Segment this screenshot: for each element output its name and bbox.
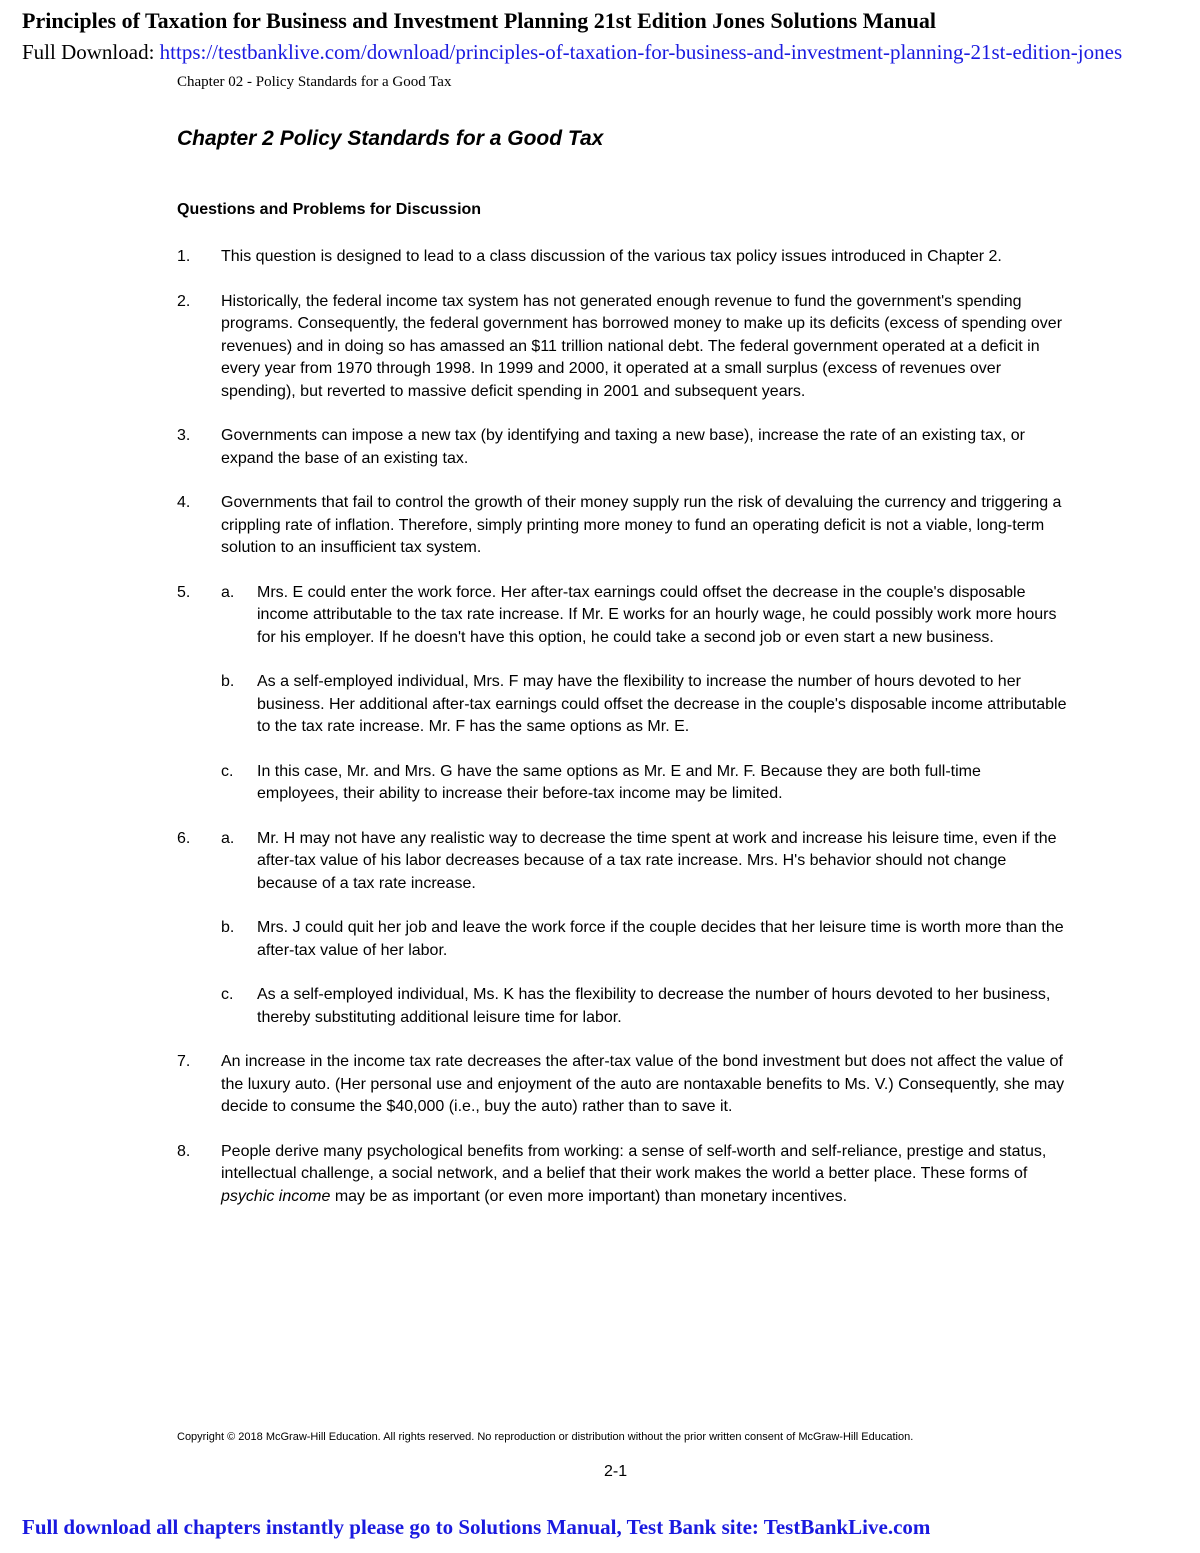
answer-item-8 [177, 1141, 1067, 1209]
answer-item-1 [177, 246, 1067, 269]
answer-text: This question is designed to lead to a class discussion of the various tax policy issues introduced in Chapter 2. [221, 248, 1002, 265]
sub-answer-text: In this case, Mr. and Mrs. G have the same options as Mr. E and Mr. F. Because they are both full-time employees, their ability to increase their before-tax income may be limited. [257, 762, 981, 802]
sub-answer-text: As a self-employed individual, Mrs. F may have the flexibility to increase the number of hours devoted to her business. Her additional after-tax earnings could offset the decrease in the couple's disposable income attributable to the tax rate increase. Mr. F has the same options as Mr. E. [257, 673, 1067, 735]
answer-item-2 [177, 291, 1067, 404]
sub-answer-6a [221, 828, 1067, 896]
answer-item-4 [177, 492, 1067, 560]
sub-answer-letter: b. [221, 673, 235, 690]
footer-copyright: Copyright © 2018 McGraw-Hill Education. All rights reserved. No reproduction or distribution without the prior written consent of McGraw-Hill Education. [177, 1431, 914, 1443]
sub-answer-letter: c. [221, 762, 234, 780]
answer-number: 3. [177, 427, 191, 444]
answer-item-5 [177, 582, 1067, 806]
emphasized-term: psychic income [221, 1187, 331, 1205]
download-label: Full Download: [22, 40, 160, 64]
banner-download-line [22, 40, 1122, 65]
answer-number: 2. [177, 292, 191, 310]
answer-text: Historically, the federal income tax system has not generated enough revenue to fund the government's spending programs. Consequently, the federal government has borrowed money to make up its deficits (excess of spending over revenues) and in doing so has amassed an $11 trillion national debt. The federal government operated at a deficit in every year from 1970 through 1998. In 1999 and 2000, it operated at a small surplus (excess of revenues over spending), but reverted to massive deficit spending in 2001 and subsequent years. [221, 292, 1063, 400]
answer-text: An increase in the income tax rate decreases the after-tax value of the bond investment but does not affect the value of the luxury auto. (Her personal use and enjoyment of the auto are nontaxable benefits to Ms. V.) Consequently, she may decide to consume the $40,000 (i.e., buy the auto) rather than to save it. [221, 1053, 1065, 1115]
sub-answer-letter: a. [221, 829, 235, 847]
page-number: 2-1 [604, 1463, 628, 1480]
answer-item-6 [177, 828, 1067, 1030]
answer-text: Governments can impose a new tax (by identifying and taxing a new base), increase the rate of an existing tax, or expand the base of an existing tax. [221, 427, 1025, 467]
download-link[interactable]: https://testbanklive.com/download/principles-of-taxation-for-business-and-investment-planning-21st-edition-jones [159, 40, 1123, 64]
answer-item-3 [177, 425, 1067, 470]
sub-answer-text: Mrs. E could enter the work force. Her after-tax earnings could offset the decrease in the couple's disposable income attributable to the tax rate increase. If Mr. E works for an hourly wage, he could possibly work more hours for his employer. If he doesn't have this option, he could take a second job or even start a new business. [257, 583, 1057, 646]
sub-answer-6b [221, 917, 1067, 962]
running-header: Chapter 02 - Policy Standards for a Good Tax [177, 74, 452, 90]
bottom-download-banner[interactable]: Full download all chapters instantly please go to Solutions Manual, Test Bank site: TestBankLive.com [22, 1515, 931, 1539]
answer-number: 4. [177, 494, 191, 511]
answer-text-part: People derive many psychological benefits from working: a sense of self-worth and self-reliance, prestige and status, intellectual challenge, a social network, and a belief that their work makes the world a better place. These forms of [221, 1142, 1047, 1182]
sub-answer-text: As a self-employed individual, Ms. K has the flexibility to decrease the number of hours devoted to her business, thereby substituting additional leisure time for labor. [257, 986, 1051, 1026]
banner-title: Principles of Taxation for Business and Investment Planning 21st Edition Jones Solutions Manual [22, 8, 937, 33]
sub-answer-letter: a. [221, 583, 235, 601]
sub-answer-text: Mrs. J could quit her job and leave the work force if the couple decides that her leisure time is worth more than the after-tax value of her labor. [257, 919, 1064, 959]
answer-text: Governments that fail to control the growth of their money supply run the risk of devaluing the currency and triggering a crippling rate of inflation. Therefore, simply printing more money to fund an operating deficit is not a viable, long-term solution to an insufficient tax system. [221, 494, 1062, 556]
answer-text [221, 1141, 1067, 1209]
sub-answer-6c [221, 984, 1067, 1029]
answer-number: 6. [177, 829, 191, 847]
sub-answer-text: Mr. H may not have any realistic way to decrease the time spent at work and increase his leisure time, even if the after-tax value of his labor decreases because of a tax rate increase. Mrs. H's behavior should not change because of a tax rate increase. [257, 829, 1057, 892]
chapter-title: Chapter 2 Policy Standards for a Good Tax [177, 127, 604, 150]
answer-number: 5. [177, 583, 191, 601]
sub-answer-letter: c. [221, 986, 234, 1003]
sub-answer-5a [221, 582, 1067, 650]
answer-list [177, 246, 1067, 1230]
answer-number: 7. [177, 1053, 191, 1070]
sub-answer-5b [221, 671, 1067, 739]
sub-answer-letter: b. [221, 919, 235, 936]
sub-answer-5c [221, 761, 1067, 806]
answer-text-part: may be as important (or even more important) than monetary incentives. [330, 1187, 848, 1205]
section-heading: Questions and Problems for Discussion [177, 201, 482, 218]
answer-item-7 [177, 1051, 1067, 1119]
answer-number: 8. [177, 1142, 191, 1160]
answer-number: 1. [177, 248, 191, 265]
